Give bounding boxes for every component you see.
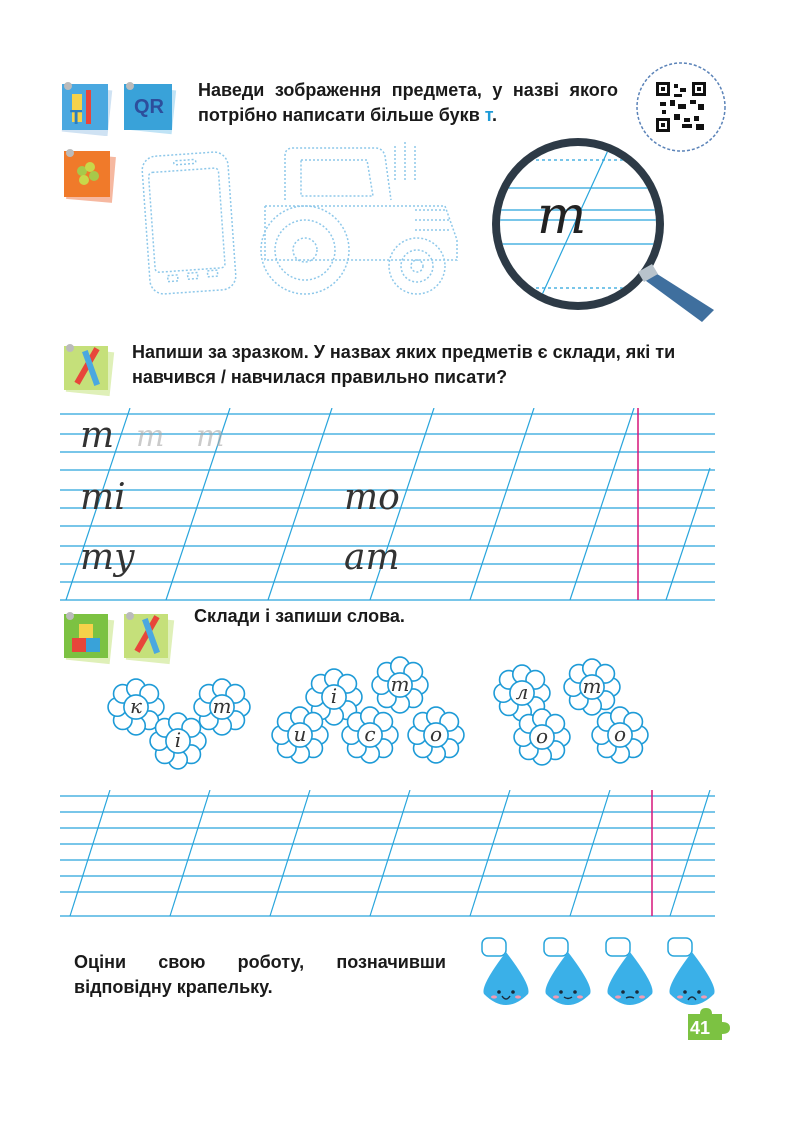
flower-group2-1: [372, 657, 428, 713]
flower-group2-2: [272, 707, 328, 763]
page-number: 41: [690, 1018, 711, 1038]
rating-drops[interactable]: [456, 936, 716, 1010]
rating-checkbox: [544, 938, 568, 956]
flower-group3-3: [592, 707, 648, 763]
rating-checkbox: [482, 938, 506, 956]
flower-letter: o: [613, 722, 627, 746]
rating-drop-happy[interactable]: [482, 938, 529, 1005]
row2-right: mo: [344, 477, 400, 518]
row2-left: mi: [80, 477, 126, 518]
flower-letter: c: [364, 722, 376, 746]
task4-instruction: Оціни свою роботу, позначивши відповідну крапельку.: [74, 952, 446, 997]
rating-checkbox: [606, 938, 630, 956]
flower-letter: и: [293, 722, 307, 746]
row1-sample: m: [80, 415, 115, 456]
flower-group1-1: [194, 679, 250, 735]
page-number-badge: [684, 1008, 732, 1042]
rating-checkbox: [668, 938, 692, 956]
task1-text-end: .: [492, 105, 498, 125]
flower-letter: л: [515, 680, 529, 704]
icon-peas-sticker: [58, 145, 118, 205]
flower-letter: к: [130, 694, 142, 718]
icon-qr-sticker: [120, 80, 180, 136]
svg-text:T: T: [70, 107, 83, 129]
qr-icon-label: QR: [134, 96, 164, 118]
task1-instruction: [198, 78, 618, 128]
flowers-area: [90, 655, 670, 780]
magnifier-image: [482, 138, 722, 328]
flower-group3-2: [514, 709, 570, 765]
row1-trace-2: m: [196, 419, 225, 454]
row1-trace-1: m: [136, 419, 165, 454]
row3-right: am: [344, 537, 400, 578]
flower-group3-1: [564, 659, 620, 715]
flower-letter: i: [330, 684, 338, 708]
flower-letter: o: [535, 724, 549, 748]
magnifier-letter: m: [537, 186, 587, 246]
rating-drop-neutral[interactable]: [606, 938, 653, 1005]
flower-letter: m: [212, 694, 232, 718]
flower-group2-4: [408, 707, 464, 763]
task1-highlight-letter: т: [484, 105, 492, 125]
flower-letter: i: [174, 728, 182, 752]
flower-letter: m: [390, 672, 410, 696]
writing-lines-2[interactable]: [60, 790, 715, 920]
flower-letter: o: [429, 722, 443, 746]
task1-text: Наведи зображення предмета, у назві якого потрібно написати більше букв: [198, 80, 618, 125]
task2-instruction: Напиши за зразком. У назвах яких предметів є склади, які ти навчився / навчилася правильно писати?: [132, 342, 676, 387]
icon-trace-tools: [58, 80, 114, 136]
row3-left: my: [80, 537, 135, 578]
task3-instruction: Склади і запиши слова.: [194, 606, 405, 626]
icon-pencil-sticker: [58, 340, 116, 398]
flower-group2-3: [342, 707, 398, 763]
rating-drop-smile[interactable]: [544, 938, 591, 1005]
tractor-outline-image[interactable]: [245, 140, 470, 305]
phone-outline-image[interactable]: [128, 148, 248, 298]
flower-group1-2: [150, 713, 206, 769]
flower-letter: m: [582, 674, 602, 698]
rating-drop-sad[interactable]: [668, 938, 715, 1005]
